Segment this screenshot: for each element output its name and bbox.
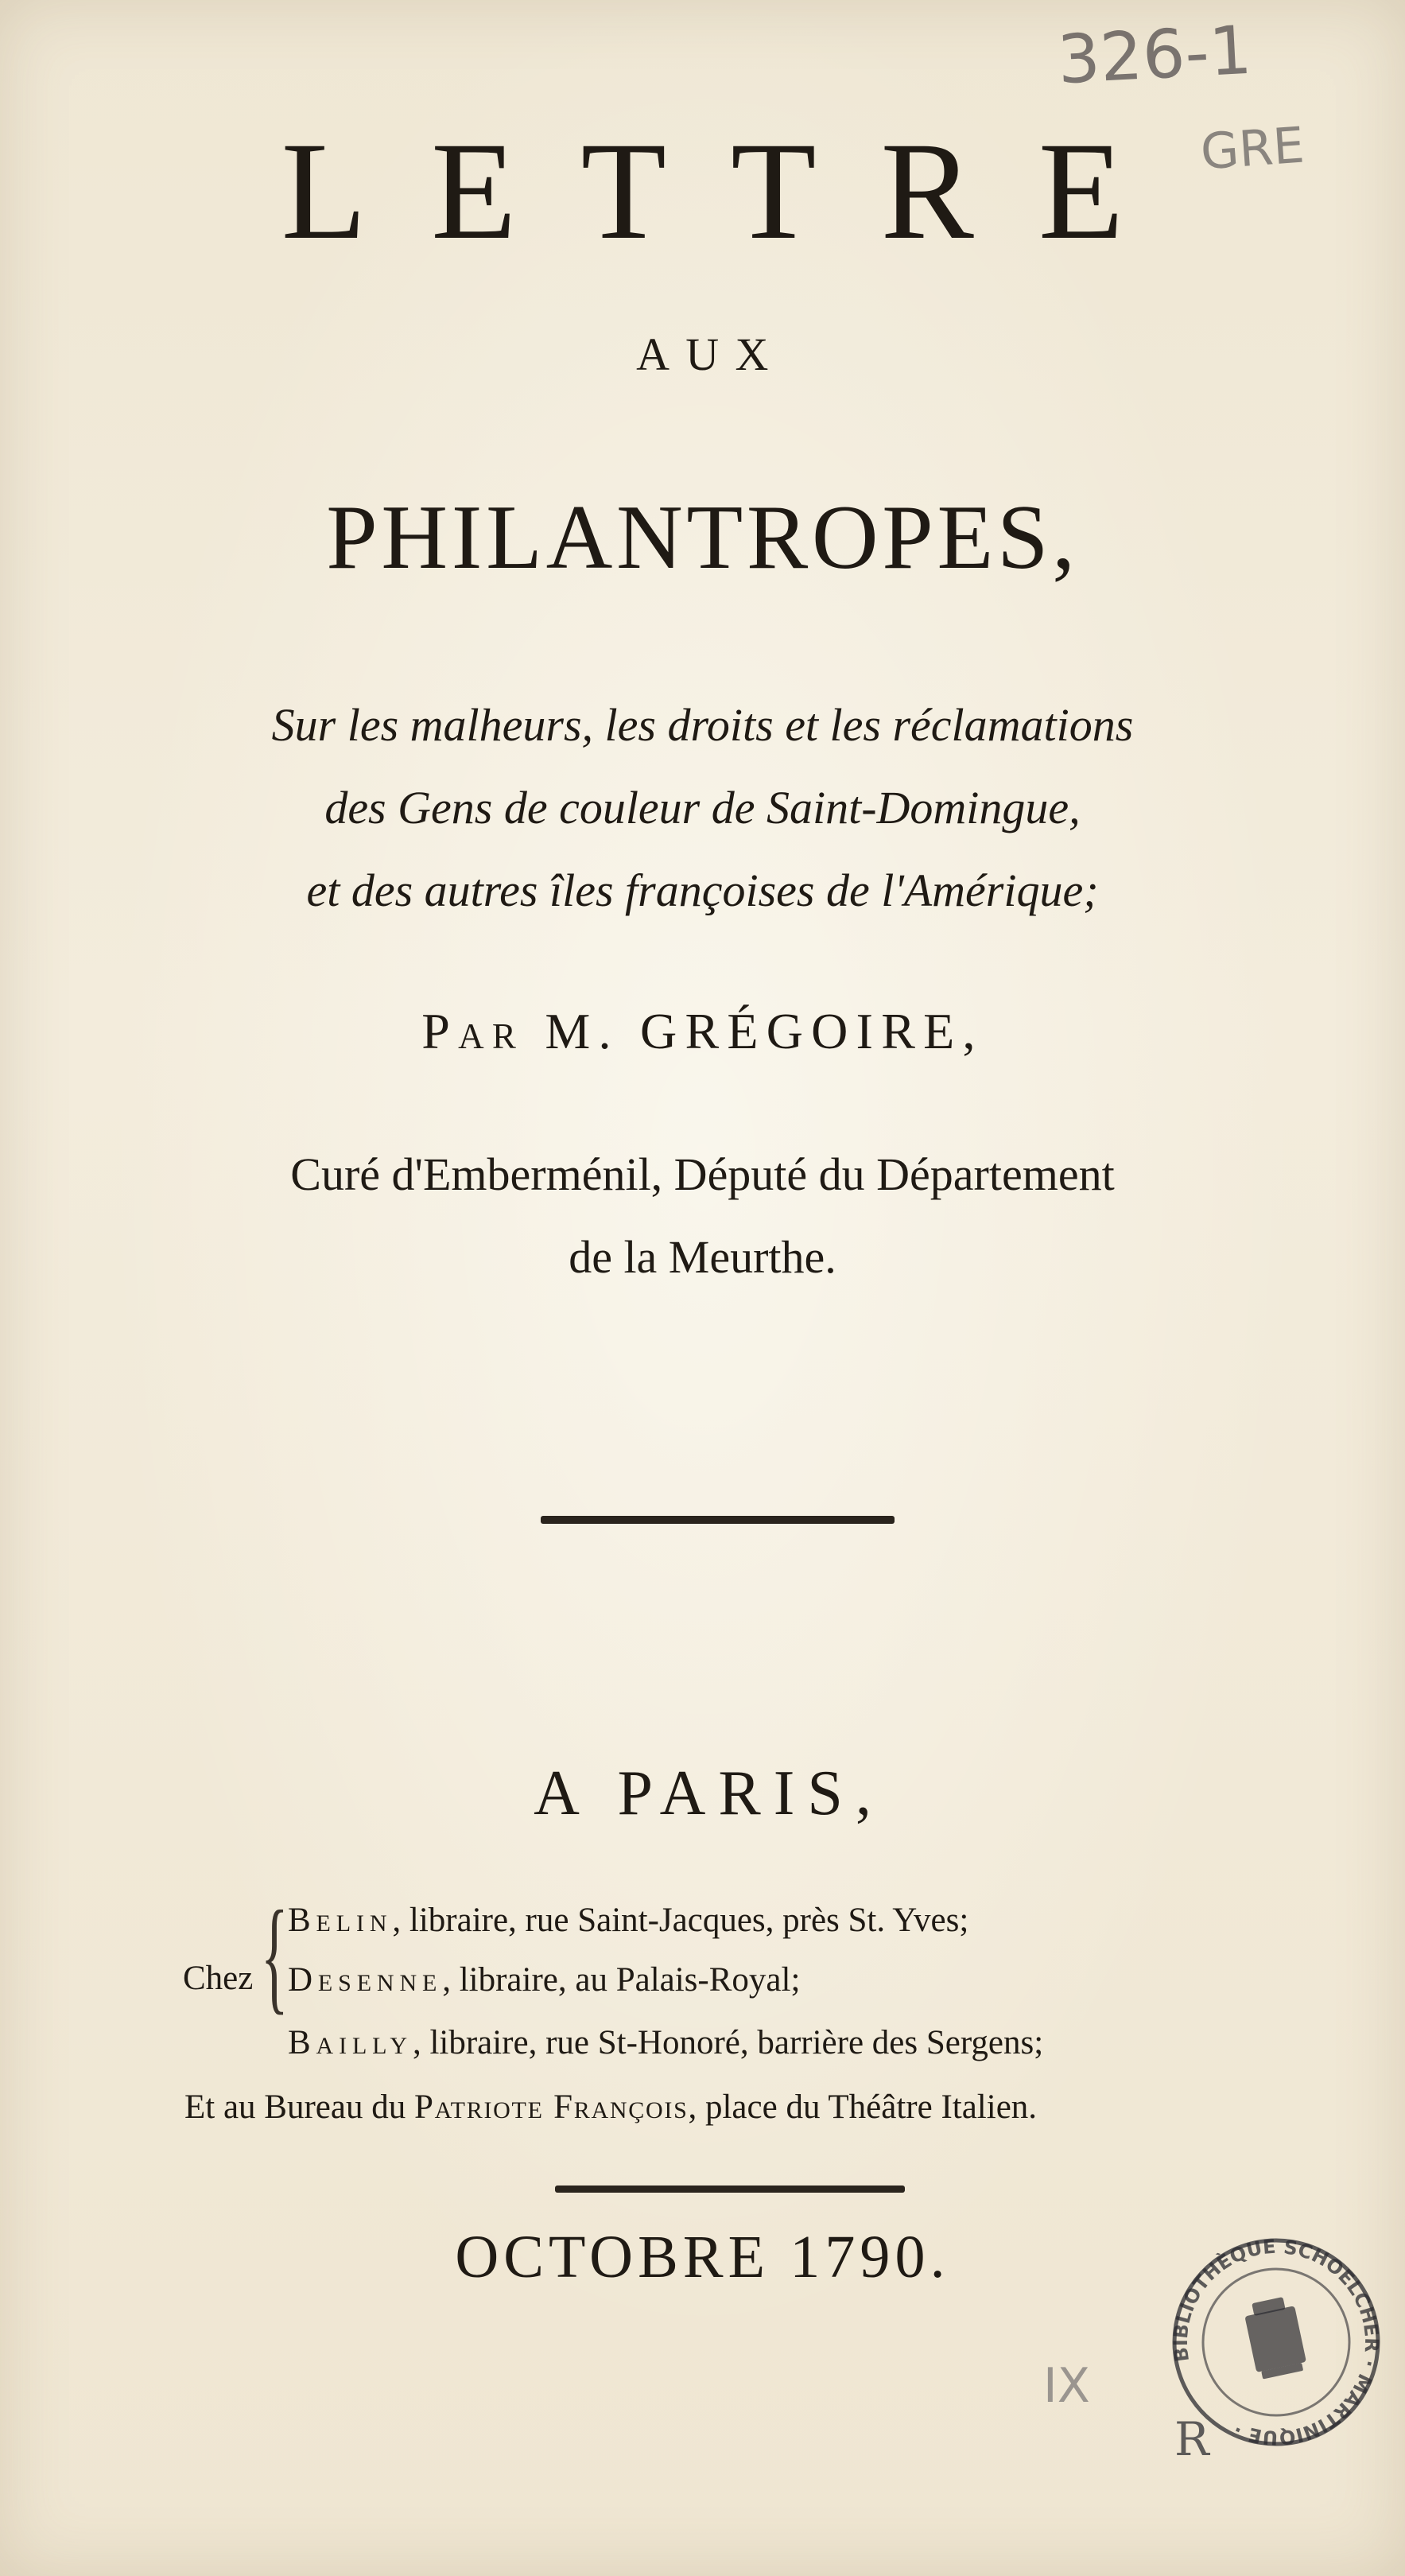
seller-name: Belin	[288, 1902, 393, 1939]
bureau-post: , place du Théâtre Italien.	[688, 2088, 1038, 2126]
subtitle	[0, 684, 1405, 932]
author-role	[0, 1133, 1405, 1299]
library-stamp	[1157, 2223, 1395, 2461]
aux-line: AUX	[636, 328, 785, 380]
subtitle-line: des Gens de couleur de Saint-Domingue,	[324, 782, 1081, 833]
code-annotation: GRE	[1198, 115, 1306, 181]
publication-date: OCTOBRE 1790.	[455, 2224, 950, 2290]
seller-name: Desenne	[288, 1961, 443, 1999]
seller-line	[288, 1901, 968, 1940]
stamp-mark: R	[1174, 2412, 1209, 2461]
main-title: LETTRE	[281, 114, 1189, 269]
bureau-pre: Et au Bureau du	[184, 2088, 406, 2126]
subtitle-line: et des autres îles françoises de l'Amérique;	[306, 864, 1099, 916]
stamp-emblem	[1242, 2295, 1308, 2380]
shelfmark-annotation: 326-1	[1055, 10, 1254, 99]
chez-label: Chez	[183, 1960, 254, 1997]
author-line	[0, 1002, 1405, 1061]
author-name: M. GRÉGOIRE,	[545, 1003, 984, 1059]
stamp-text-path: BIBLIOTHÈQUE SCHOELCHER · MARTINIQUE ·	[1169, 2235, 1384, 2450]
seller-line	[288, 2023, 1043, 2062]
seller-detail: , libraire, au Palais-Royal;	[442, 1961, 801, 1999]
role-line: de la Meurthe.	[569, 1231, 836, 1283]
bureau-name: Patriote François	[413, 2088, 689, 2126]
corner-annotation: IX	[1043, 2358, 1090, 2414]
seller-name: Bailly	[288, 2024, 413, 2061]
role-line: Curé d'Emberménil, Député du Département	[290, 1148, 1115, 1200]
ornamental-rule	[555, 2186, 905, 2193]
seller-detail: , libraire, rue St-Honoré, barrière des Sergens;	[412, 2024, 1044, 2061]
philantropes-line: PHILANTROPES,	[326, 487, 1079, 589]
imprint-city: A PARIS,	[534, 1758, 884, 1828]
subtitle-line: Sur les malheurs, les droits et les réclamations	[271, 699, 1134, 751]
brace-icon: {	[261, 1884, 289, 2026]
seller-line	[288, 1960, 800, 1999]
ornamental-rule	[541, 1516, 895, 1524]
bureau-line	[184, 2088, 1037, 2127]
seller-detail: , libraire, rue Saint-Jacques, près St. Yves;	[392, 1902, 969, 1939]
author-par: Par	[421, 1003, 525, 1059]
